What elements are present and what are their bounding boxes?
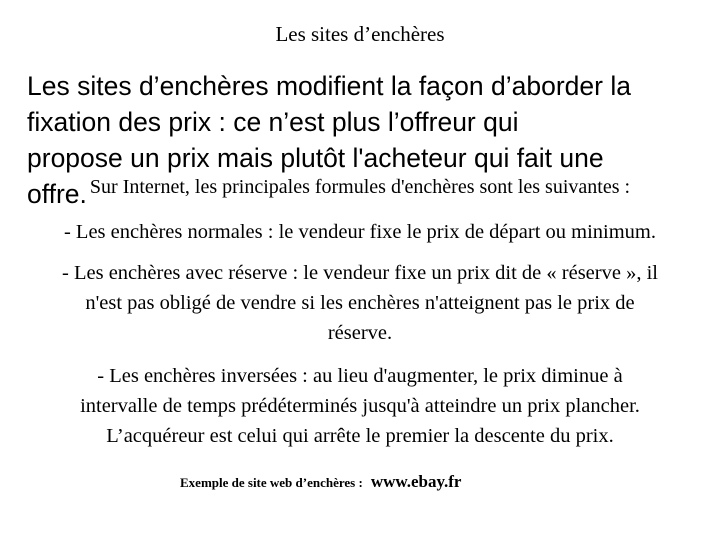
- intro-line: propose un prix mais plutôt l'acheteur qui fait une: [27, 143, 604, 173]
- paragraph-line: - Les enchères avec réserve : le vendeur fixe un prix dit de « réserve », il: [62, 262, 658, 284]
- intro-line: fixation des prix : ce n’est plus l’offreur qui: [27, 107, 519, 137]
- paragraph-line: - Les enchères normales : le vendeur fixe le prix de départ ou minimum.: [63, 221, 657, 243]
- reserve-auction-paragraph: [0, 258, 720, 348]
- paragraph-line: intervalle de temps prédéterminés jusqu'à atteindre un prix plancher.: [80, 395, 640, 417]
- inverse-auction-paragraph: [0, 361, 720, 451]
- example-label: Exemple de site web d’enchères :: [180, 475, 363, 490]
- paragraph-line: - Les enchères inversées : au lieu d'augmenter, le prix diminue à: [97, 365, 623, 387]
- example-url: www.ebay.fr: [370, 472, 462, 491]
- intro-line: Les sites d’enchères modifient la façon d’aborder la: [27, 71, 631, 101]
- paragraph-line: n'est pas obligé de vendre si les enchères n'atteignent pas le prix de: [85, 292, 635, 314]
- normal-auction-paragraph: [0, 217, 720, 247]
- formulas-intro: Sur Internet, les principales formules d'enchères sont les suivantes :: [89, 176, 631, 198]
- intro-line: offre.: [27, 179, 87, 209]
- paragraph-line: réserve.: [327, 322, 393, 344]
- slide-title: Les sites d’enchères: [275, 22, 445, 46]
- paragraph-line: L’acquéreur est celui qui arrête le premier la descente du prix.: [106, 425, 614, 447]
- example-site: [180, 472, 461, 492]
